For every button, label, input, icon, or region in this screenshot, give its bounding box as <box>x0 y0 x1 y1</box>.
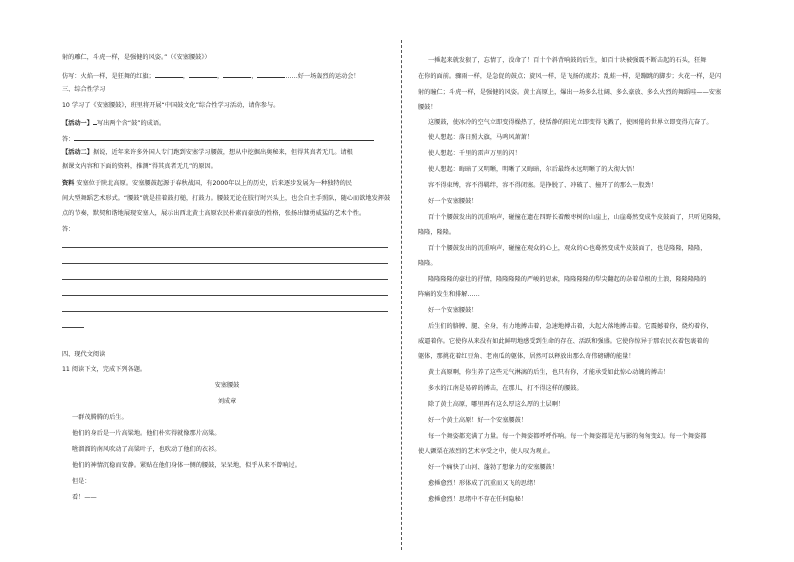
text-r25: 每一个舞姿都充满了力量。每一个舞姿都呼呼作响。每一个舞姿都是光与影的匆匆变幻。每一个舞姿都 <box>428 433 707 440</box>
question-11: 11 阅读下文，完成下列各题。 <box>62 366 147 373</box>
activity-two-label: 【活动二】 <box>62 149 93 156</box>
activity-two-text: 据说，近年来许多外国人专门跑到安塞学习腰鼓，想从中挖掘出奥秘来，但得其真者无几。请根 <box>92 149 353 156</box>
answer-one <box>62 134 374 144</box>
text-r14: 隆隆。 <box>418 260 437 267</box>
answer-rule-6[interactable] <box>62 327 84 328</box>
material-line-2: 间大型舞蹈艺术形式。“腰鼓”就是挂着鼓打槌，打鼓力。腰鼓无论在肢行时兴头上，也会自主手照队，随心而欲地发挥鼓 <box>62 195 391 202</box>
article-para-5: 但是： <box>72 478 91 485</box>
text-r26: 使人颤栗在浓烈的艺术享受之中，使人叹为观止。 <box>418 448 555 455</box>
blank-2[interactable] <box>189 71 217 78</box>
column-divider <box>401 40 402 550</box>
text-r5: 这腰鼓，使冰冷的空气立即变得燥热了，使恬静的阳光立即变得飞溅了，使困倦的世界立即变得亢奋了。 <box>428 119 713 126</box>
text-r18: 后生们的胳膊、腿、全身，有力地搏击着，急速地搏击着，大起大落地搏击着。它震撼着你，烧灼着你， <box>428 323 713 330</box>
text-r1: 一捶起来就发狠了，忘情了，没命了！百十个斜背响鼓的后生，如百十块被强震不断击起的石头，狂舞 <box>428 57 707 64</box>
answer-one-blank[interactable] <box>74 134 374 141</box>
text-r22: 多水的江南是易碎的搏击，在那儿，打不得这样的腰鼓。 <box>428 385 583 392</box>
text-r20: 躯体，那挑花着红豆角、老南瓜的躯体，居然可以释放出那么奇伟磅礴的能量！ <box>418 353 635 360</box>
text-r19: 威逼着你。它使你从来没有如此鲜明地感受到生命的存在、活跃和强盛。它使你惊异于那农民衣着包裹着的 <box>418 338 709 345</box>
text-r13: 百十个腰鼓发出的沉重响声，碰撞在观众的心上，观众的心也蓦然变成牛皮鼓面了，也是隆隆，隆隆， <box>428 245 707 252</box>
answer-rule-1[interactable] <box>62 247 388 248</box>
text-r8: 使人想起：晦暗了又明晰，明晰了又晦暗，尔后最终永远明晰了的大彻大悟！ <box>428 166 639 173</box>
text-r12: 隆隆，隆隆。 <box>418 229 456 236</box>
text-r21: 黄土高原啊，你生养了这些元气淋漓的后生，也只有你，才能承受如此惊心动魄的搏击！ <box>428 369 670 376</box>
text-r3: 射的瞳仁；斗虎一样，是强健的风姿。黄土高原上，爆出一场多么壮阔、多么豪放、多么火烈的舞蹈哇——安塞 <box>418 89 722 96</box>
article-para-4: 他们的神情沉稳而安静。紧贴在他们身体一侧的腰鼓，呆呆地，似乎从来不曾响过。 <box>72 462 301 469</box>
material-line-3: 点的节奏，默契和谐地展现安塞人，展示出西北黄土高原农民朴素而豪放的性格，张扬出慷勇威猛的艺术个性。 <box>62 210 366 217</box>
text-r17: 好一个安塞腰鼓！ <box>428 307 478 314</box>
sep-1: ， <box>182 73 189 80</box>
blank-4[interactable] <box>257 71 285 78</box>
blank-1[interactable] <box>155 71 183 78</box>
answer-label: 答： <box>62 136 75 143</box>
imitation-line <box>62 71 360 81</box>
sep-2: ， <box>217 73 224 80</box>
quote-line: 射的雕仁，斗虎一样，是强健的风姿。”（《安塞腰鼓》） <box>62 54 211 61</box>
article-para-1: 一群茂腾腾的后生。 <box>72 414 128 421</box>
question-10: 10 学习了《安塞腰鼓》，班里将开展“中国鼓文化”综合性学习活动，请你参与。 <box>62 102 280 109</box>
text-r10: 好一个安塞腰鼓！ <box>428 198 478 205</box>
answer-rule-3[interactable] <box>62 279 388 280</box>
text-r23: 除了黄土高原，哪里再有这么厚这么厚的土层啊！ <box>428 401 565 408</box>
sep-3: ， <box>251 73 258 80</box>
activity-two <box>62 149 353 157</box>
text-r29: 愈捶愈烈！思绪中不存在任何隐秘！ <box>428 496 527 503</box>
text-r16: 阵痛的发生和排解…… <box>418 291 480 298</box>
section-three-heading: 三、综合性学习 <box>62 86 106 93</box>
right-column <box>418 0 743 562</box>
left-column <box>62 0 392 562</box>
article-author: 刘成章 <box>217 398 237 405</box>
answer-rule-2[interactable] <box>62 263 388 264</box>
activity-one-text: 写出两个含“鼓”的成语。 <box>96 120 166 127</box>
answer-two-label: 答： <box>62 226 75 233</box>
material-label: 资料 <box>62 180 75 187</box>
blank-3[interactable] <box>223 71 251 78</box>
imitation-prompt: 仿写：火焰一样，是狂舞的红旗； <box>62 73 155 80</box>
article-para-2: 他们的身后是一片高粱地。他们朴实得就像那片高粱。 <box>72 430 221 437</box>
text-r6: 使人想起：落日照大旗，马鸣风萧萧！ <box>428 134 534 141</box>
text-r2: 在你的面前。骤雨一样，是急促的鼓点；旋风一样，是飞扬的流苏；乱蛙一样，是蹦跳的脚步；火花一样，是闪 <box>418 73 722 80</box>
activity-one-label: 【活动一】 <box>62 120 93 127</box>
material-line-1 <box>62 180 352 188</box>
text-r4: 腰鼓！ <box>418 104 437 111</box>
imitation-end: ……好一场轰烈的运动会！ <box>285 73 360 80</box>
answer-rule-5[interactable] <box>62 311 388 312</box>
section-four-heading: 四、现代文阅读 <box>62 351 106 358</box>
answer-rule-4[interactable] <box>62 295 388 296</box>
text-r24: 好一个黄土高原！好一个安塞腰鼓！ <box>428 417 527 424</box>
text-r11: 百十个腰鼓发出的沉重响声，碰撞在遗在四野长着酸枣树的山崖上，山崖蓦然变成牛皮鼓面了，只听见隆隆， <box>428 214 725 221</box>
activity-two-cont: 据课文内容和下面的资料，推测“得其真者无几”的原因。 <box>62 163 217 170</box>
article-title: 安塞腰鼓 <box>214 382 240 389</box>
article-para-3: 咝溜溜的南风吹动了高粱叶子，也吹动了他们的衣衫。 <box>72 446 221 453</box>
text-r27: 好一个痛快了山河、蓬勃了想象力的安塞腰鼓！ <box>428 464 558 471</box>
activity-one <box>62 118 165 128</box>
text-r15: 隆隆隆隆的豪壮的抒情，隆隆隆隆的严峻的思索，隆隆隆隆的犁尖翻起的杂着草根的土浪，隆隆隆隆的 <box>428 276 707 283</box>
material-text: 安塞位于陕北高原。安塞腰鼓起源于春秋战国，有2000年以上的历史，后来逐步发展为一种独特的民 <box>76 180 352 187</box>
text-r28: 愈捶愈烈！形体成了沉重而又飞的思绪！ <box>428 480 540 487</box>
article-para-6: 看！—— <box>72 494 97 501</box>
text-r9: 容不得束缚，容不得羁绊，容不得闭塞。是挣脱了、冲破了、撞开了的那么一股劲！ <box>428 182 657 189</box>
text-r7: 使人想起：千里的雷声万里的闪！ <box>428 150 521 157</box>
